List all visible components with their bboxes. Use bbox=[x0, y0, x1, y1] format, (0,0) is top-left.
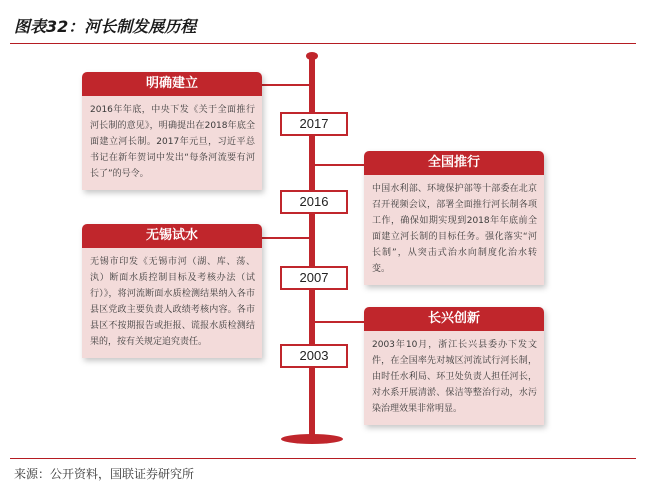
year-marker-2017: 2017 bbox=[280, 112, 348, 136]
event-text: 中国水利部、环境保护部等十部委在北京召开视频会议，部署全面推行河长制各项工作，确保如期实现到2018年年底前全面建立河长制的目标任务。强化落实“河长制”，从突击式治水向制度化治水转变。 bbox=[364, 175, 544, 285]
year-marker-2007: 2007 bbox=[280, 266, 348, 290]
event-card-2016 bbox=[364, 151, 544, 285]
source-rule bbox=[10, 458, 636, 459]
event-card-2003 bbox=[364, 307, 544, 425]
connector-2017 bbox=[262, 84, 312, 86]
event-title: 长兴创新 bbox=[364, 307, 544, 331]
title-rule bbox=[10, 43, 636, 44]
event-card-2007 bbox=[82, 224, 262, 358]
connector-2007 bbox=[262, 237, 312, 239]
source-note: 来源：公开资料，国联证券研究所 bbox=[14, 467, 195, 481]
event-title: 无锡试水 bbox=[82, 224, 262, 248]
connector-2016 bbox=[312, 164, 364, 166]
event-card-2017 bbox=[82, 72, 262, 190]
event-title: 全国推行 bbox=[364, 151, 544, 175]
event-text: 2016年年底，中央下发《关于全面推行河长制的意见》，明确提出在2018年底全面建立河长制。2017年元旦，习近平总书记在新年贺词中发出“每条河流要有河长了”的号令。 bbox=[82, 96, 262, 190]
timeline-base bbox=[281, 434, 343, 444]
year-marker-2003: 2003 bbox=[280, 344, 348, 368]
event-title: 明确建立 bbox=[82, 72, 262, 96]
connector-2003 bbox=[312, 321, 364, 323]
year-marker-2016: 2016 bbox=[280, 190, 348, 214]
figure-title: 图表32：河长制发展历程 bbox=[14, 17, 197, 36]
event-text: 2003年10月，浙江长兴县委办下发文件，在全国率先对城区河流试行河长制，由时任水利局、环卫处负责人担任河长，对水系开展清淤、保洁等整治行动，水污染治理效果非常明显。 bbox=[364, 331, 544, 425]
event-text: 无锡市印发《无锡市河（湖、库、荡、汍）断面水质控制目标及考核办法（试行）》，将河流断面水质检测结果纳入各市县区党政主要负责人政绩考核内容。各市县区不按期报告或拒报、谎报水质检测结果的，按有关规定追究责任。 bbox=[82, 248, 262, 358]
